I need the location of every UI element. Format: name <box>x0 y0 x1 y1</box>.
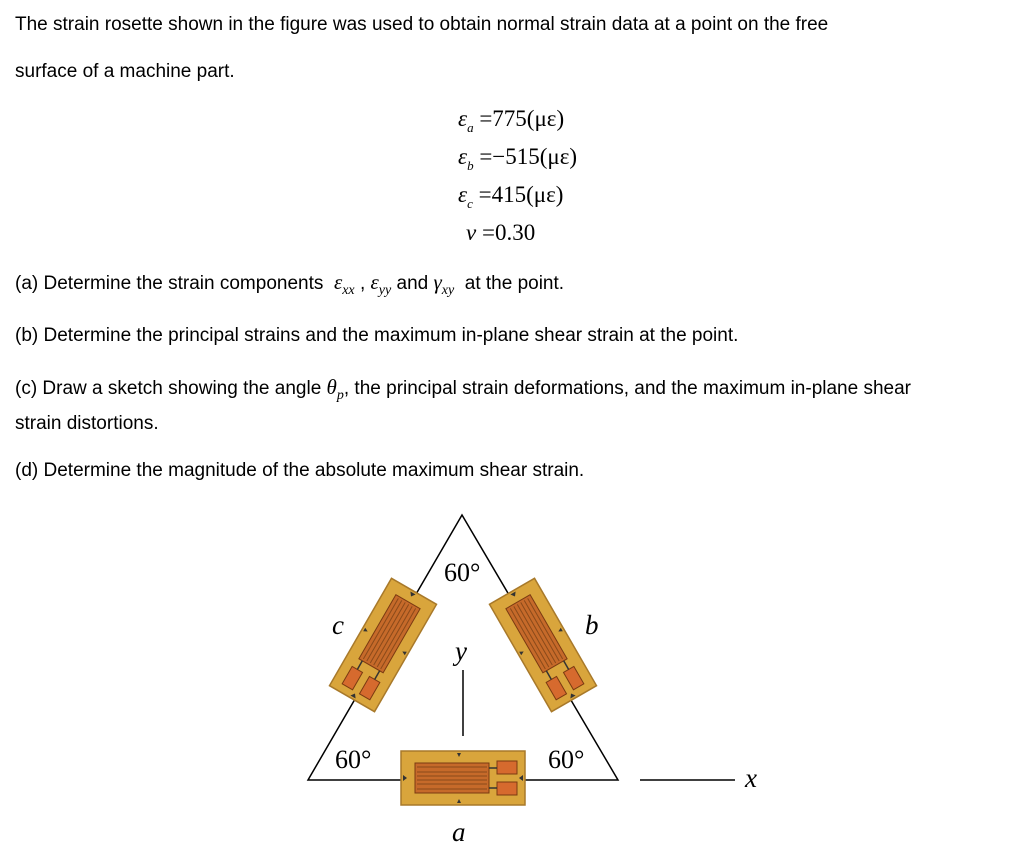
gauge-a <box>401 751 525 805</box>
intro-line-2: surface of a machine part. <box>15 61 235 82</box>
given-eps-c: $\varepsilon_c =415(\mu\varepsilon)$ <box>458 182 564 211</box>
gauge-label-c: c <box>332 610 344 640</box>
angle-label-left: 60° <box>335 745 372 774</box>
gauge-label-a: a <box>452 817 466 847</box>
question-d: (d) Determine the magnitude of the absolute maximum shear strain. <box>15 460 585 481</box>
question-b: (b) Determine the principal strains and the maximum in-plane shear strain at the point. <box>15 325 739 346</box>
gauge-b <box>489 578 596 711</box>
angle-label-right: 60° <box>548 745 585 774</box>
intro-line-1: The strain rosette shown in the figure was used to obtain normal strain data at a point on the free <box>15 14 829 35</box>
angle-label-top: 60° <box>444 558 481 587</box>
question-a: (a) Determine the strain components $\varepsilon_{xx}$ , $\varepsilon_{yy}$ and $\gamma_{xy}$ at the point. <box>15 270 565 298</box>
gauge-c <box>329 578 436 711</box>
gauge-label-b: b <box>585 610 599 640</box>
axis-label-x: x <box>745 763 757 793</box>
question-c: (c) Draw a sketch showing the angle $\theta_p$, the principal strain deformations, and the maximum in-plane shear <box>15 375 911 403</box>
given-eps-b: $\varepsilon_b =-515(\mu\varepsilon)$ <box>458 144 578 173</box>
given-eps-a: $\varepsilon_a =775(\mu\varepsilon)$ <box>458 106 565 135</box>
axis-label-y: y <box>455 636 467 666</box>
question-c-line-2: strain distortions. <box>15 413 159 434</box>
given-poisson: ν =0.30 <box>466 220 536 245</box>
